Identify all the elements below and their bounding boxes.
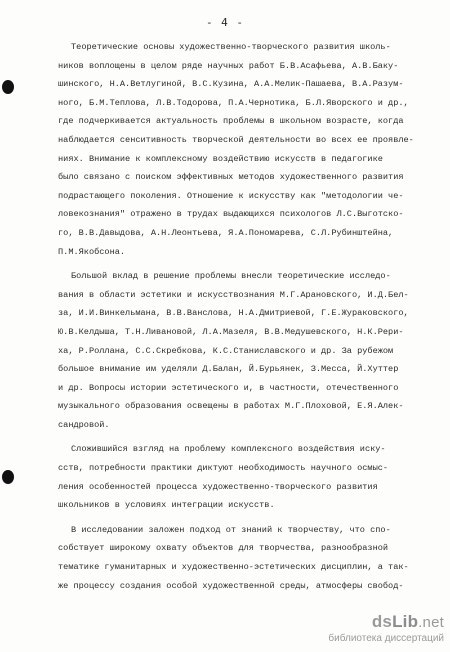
text-line: тематике гуманитарных и художественно-эстетических дисциплин, а так- <box>58 562 409 573</box>
text-line: было связано с поиском эффективных методов художественного развития <box>58 172 404 183</box>
text-line: вания в области эстетики и искусствознания М.Г.Арановского, И.Д.Бел- <box>58 289 409 300</box>
paragraph <box>58 440 434 514</box>
logo-ds-text: ds <box>371 612 393 631</box>
text-line: ного, Б.М.Теплова, Л.В.Тодорова, П.А.Чернотика, Б.Л.Яворского и др., <box>58 97 409 108</box>
paragraph <box>58 521 434 595</box>
logo-lib-text: Lib <box>392 612 419 631</box>
text-line: собствует широкому охвату объектов для творчества, разнообразной <box>58 543 389 554</box>
punch-hole-mark <box>2 470 14 484</box>
text-line: ха, Р.Роллана, С.С.Скребкова, К.С.Станиславского и др. За рубежом <box>58 345 394 356</box>
text-line: ниях. Внимание к комплексному воздействию искусств в педагогике <box>58 153 383 164</box>
text-line: ления особенностей процесса художественно-творческого развития <box>58 481 378 492</box>
text-line: и др. Вопросы истории эстетического и, в частности, отечественного <box>58 382 399 393</box>
text-line: Ю.В.Келдыша, Т.Н.Ливановой, Л.А.Мазеля, В.В.Медушевского, Н.К.Рери- <box>58 326 404 337</box>
page-number: - 4 - <box>205 16 245 29</box>
paragraph <box>58 267 434 434</box>
text-line: Большой вклад в решение проблемы внесли теоретические исследо- <box>71 271 391 282</box>
text-line: за, И.И.Винкельмана, В.В.Ванслова, Н.А.Дмитриевой, Г.Е.Жураковского, <box>58 308 409 319</box>
text-line: сандровой. <box>58 419 110 430</box>
text-line: большое внимание им уделяли Д.Балан, Й.Бурьянек, З.Месса, Й.Хуттер <box>58 364 399 375</box>
text-line: сств, потребности практики диктуют необходимость научного осмыс- <box>58 463 389 474</box>
text-line: наблюдается сенситивность творческой деятельности во всех ее проявле- <box>58 134 414 145</box>
text-line: ловекознания" отражено в трудах выдающихся психологов Л.С.Выготско- <box>58 209 404 220</box>
text-line: музыкального образования освещены в работах М.Г.Плоховой, Е.Я.Алек- <box>58 401 404 412</box>
text-line: школьников в условиях интеграции искусств. <box>58 500 275 511</box>
dslib-logo <box>372 612 444 632</box>
watermark-subtitle: библиотека диссертаций <box>328 633 444 644</box>
text-line: П.М.Якобсона. <box>58 246 126 257</box>
text-line: В исследовании заложен подход от знаний к творчеству, что спо- <box>71 524 391 535</box>
text-line: где подчеркивается актуальность проблемы в школьном возрасте, когда <box>58 116 404 127</box>
logo-domain-text: .net <box>418 614 444 631</box>
text-line: Теоретические основы художественно-творческого развития школь- <box>71 42 391 52</box>
punch-hole-mark <box>2 80 14 94</box>
text-line: подрастающего поколения. Отношение к искусству как "методологии че- <box>58 190 404 201</box>
document-body <box>58 38 434 595</box>
dslib-watermark <box>272 612 444 646</box>
text-line: го, В.В.Давыдова, А.Н.Леонтьева, Я.А.Пономарева, С.Л.Рубинштейна, <box>58 227 394 238</box>
text-line: же процессу создания особой художественной среды, атмосферы свобод- <box>58 580 404 591</box>
text-line: ников воплощены в целом ряде научных работ Б.В.Асафьева, А.В.Баку- <box>58 60 399 71</box>
text-line: Сложившийся взгляд на проблему комплексного воздействия иску- <box>71 444 386 455</box>
text-line: шинского, Н.А.Ветлугиной, В.С.Кузина, А.А.Мелик-Пашаева, В.А.Разум- <box>58 79 404 90</box>
paragraph <box>58 38 434 261</box>
